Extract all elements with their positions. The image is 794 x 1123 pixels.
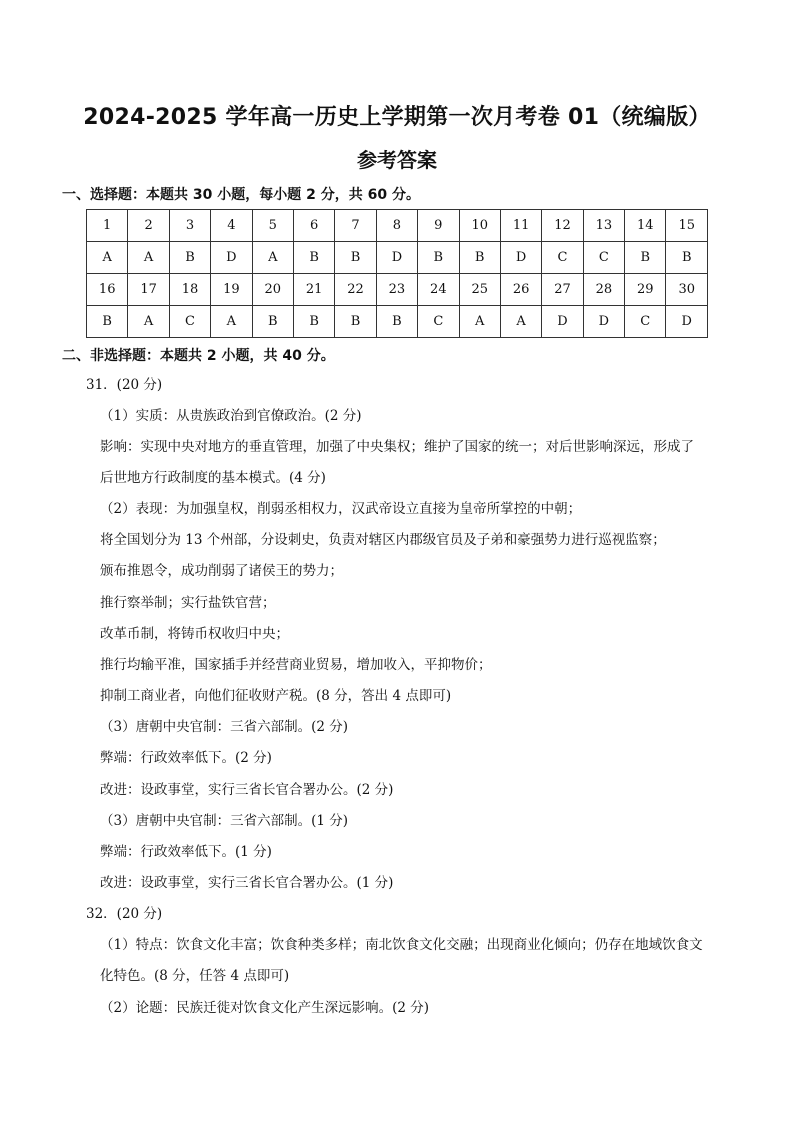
answer-line: （2）表现：为加强皇权，削弱丞相权力，汉武帝设立直接为皇帝所掌控的中朝； <box>100 501 582 517</box>
answer-line: 改进：设政事堂，实行三省长官合署办公。(1 分) <box>100 875 394 891</box>
answer-line: 化特色。(8 分，任答 4 点即可) <box>100 968 290 984</box>
answer-key-cell: D <box>583 306 624 338</box>
section-1-text: 本题共 30 小题，每小题 2 分，共 60 分。 <box>146 187 420 203</box>
answer-line: 影响：实现中央对地方的垂直管理，加强了中央集权；维护了国家的统一；对后世影响深远，形成了 <box>100 439 694 455</box>
section-1-label: 一、选择题： <box>62 187 146 203</box>
answer-line: 改革币制，将铸币权收归中央； <box>100 626 289 642</box>
answer-key-cell: B <box>87 306 128 338</box>
answer-line: （1）特点：饮食文化丰富；饮食种类多样；南北饮食文化交融；出现商业化倾向；仍存在地域饮食文 <box>100 937 703 953</box>
answer-key-cell: C <box>418 306 459 338</box>
answer-key-cell: B <box>293 306 334 338</box>
answer-key-cell: B <box>418 242 459 274</box>
question-number-cell: 11 <box>500 210 541 242</box>
section-2-heading <box>62 345 335 365</box>
question-number-cell: 20 <box>252 274 293 306</box>
question-number-cell: 15 <box>666 210 708 242</box>
section-2-text: 本题共 2 小题，共 40 分。 <box>160 348 335 364</box>
answer-key-cell: A <box>500 306 541 338</box>
question-number-cell: 2 <box>128 210 169 242</box>
answer-key-cell: D <box>542 306 583 338</box>
answer-key-cell: B <box>335 242 376 274</box>
question-number-cell: 27 <box>542 274 583 306</box>
answer-line: 颁布推恩令，成功削弱了诸侯王的势力； <box>100 563 343 579</box>
answer-line: 推行均输平准，国家插手并经营商业贸易，增加收入，平抑物价； <box>100 657 492 673</box>
answer-key-cell: B <box>625 242 666 274</box>
question-number-cell: 16 <box>87 274 128 306</box>
question-number-cell: 21 <box>293 274 334 306</box>
question-number-cell: 10 <box>459 210 500 242</box>
question-number-cell: 17 <box>128 274 169 306</box>
question-number-cell: 3 <box>169 210 210 242</box>
question-number-cell: 19 <box>211 274 252 306</box>
answer-key-cell: A <box>252 242 293 274</box>
answer-line: 弊端：行政效率低下。(1 分) <box>100 844 272 860</box>
answer-key-cell: D <box>500 242 541 274</box>
answer-key-cell: C <box>169 306 210 338</box>
answer-key-cell: B <box>169 242 210 274</box>
question-number-cell: 5 <box>252 210 293 242</box>
section-2-label: 二、非选择题： <box>62 348 160 364</box>
question-number-cell: 13 <box>583 210 624 242</box>
answer-line: 改进：设政事堂，实行三省长官合署办公。(2 分) <box>100 782 394 798</box>
question-number-cell: 14 <box>625 210 666 242</box>
section-1-heading <box>62 184 420 204</box>
answer-line: 弊端：行政效率低下。(2 分) <box>100 750 272 766</box>
question-number-cell: 18 <box>169 274 210 306</box>
answer-key-cell: D <box>211 242 252 274</box>
answer-key-cell: B <box>459 242 500 274</box>
answer-key-cell: C <box>542 242 583 274</box>
answer-key-cell: A <box>211 306 252 338</box>
answer-line: （2）论题：民族迁徙对饮食文化产生深远影响。(2 分) <box>100 1000 430 1016</box>
question-number-cell: 6 <box>293 210 334 242</box>
question-number-cell: 23 <box>376 274 417 306</box>
question-number-cell: 7 <box>335 210 376 242</box>
answer-key-cell: B <box>293 242 334 274</box>
answer-key-cell: C <box>583 242 624 274</box>
answer-key-cell: D <box>376 242 417 274</box>
question-number-cell: 24 <box>418 274 459 306</box>
question-number-cell: 4 <box>211 210 252 242</box>
answer-line: （3）唐朝中央官制：三省六部制。(2 分) <box>100 719 349 735</box>
question-number-row <box>87 210 708 242</box>
answer-table <box>86 209 708 338</box>
answer-key-cell: A <box>128 306 169 338</box>
answer-key-cell: A <box>459 306 500 338</box>
answer-key-cell: B <box>666 242 708 274</box>
answer-line: 后世地方行政制度的基本模式。(4 分) <box>100 470 326 486</box>
question-number-cell: 9 <box>418 210 459 242</box>
answer-line: 将全国划分为 13 个州部，分设刺史，负责对辖区内郡级官员及子弟和豪强势力进行巡视监察； <box>100 532 666 548</box>
question-32-header: 32．(20 分) <box>86 906 163 922</box>
answer-key-cell: A <box>128 242 169 274</box>
answer-key-row <box>87 306 708 338</box>
answer-line: （3）唐朝中央官制：三省六部制。(1 分) <box>100 813 349 829</box>
question-number-cell: 26 <box>500 274 541 306</box>
question-number-cell: 8 <box>376 210 417 242</box>
question-number-row <box>87 274 708 306</box>
question-number-cell: 1 <box>87 210 128 242</box>
answer-key-cell: D <box>666 306 708 338</box>
answer-key-cell: B <box>376 306 417 338</box>
answer-key-cell: A <box>87 242 128 274</box>
answer-key-cell: C <box>625 306 666 338</box>
page-subtitle: 参考答案 <box>357 148 437 172</box>
answer-key-row <box>87 242 708 274</box>
question-number-cell: 28 <box>583 274 624 306</box>
answer-line: （1）实质：从贵族政治到官僚政治。(2 分) <box>100 408 362 424</box>
page-title: 2024-2025 学年高一历史上学期第一次月考卷 01（统编版） <box>83 105 711 130</box>
question-number-cell: 29 <box>625 274 666 306</box>
answer-line: 抑制工商业者，向他们征收财产税。(8 分，答出 4 点即可) <box>100 688 452 704</box>
question-31-header: 31．(20 分) <box>86 377 163 393</box>
question-number-cell: 12 <box>542 210 583 242</box>
answer-line: 推行察举制；实行盐铁官营； <box>100 595 276 611</box>
answer-key-cell: B <box>252 306 293 338</box>
question-number-cell: 22 <box>335 274 376 306</box>
answer-key-cell: B <box>335 306 376 338</box>
question-number-cell: 25 <box>459 274 500 306</box>
question-number-cell: 30 <box>666 274 708 306</box>
